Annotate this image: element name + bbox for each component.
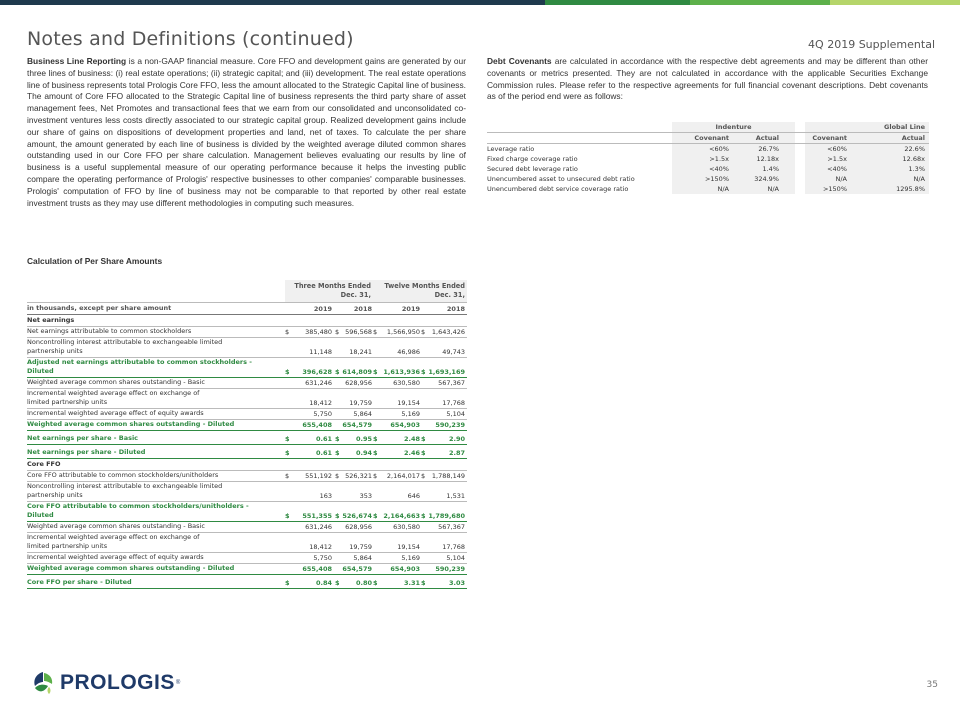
row-value: 46,986 (397, 348, 420, 356)
row-label: Incremental weighted average effect of equity awards (27, 553, 204, 561)
row-value: 526,321 (345, 472, 372, 480)
covenant-label: Secured debt leverage ratio (487, 165, 578, 173)
top-bar-segment (690, 0, 830, 5)
global-actual: 12.68x (902, 155, 925, 163)
dollar-sign: $ (373, 449, 378, 457)
indenture-covenant: <60% (709, 145, 729, 153)
indenture-actual: 324.9% (754, 175, 779, 183)
per-share-group-header (27, 280, 467, 303)
row-value: 590,239 (435, 565, 465, 573)
dollar-sign: $ (285, 472, 290, 480)
row-label: Weighted average common shares outstanding - Basic (27, 378, 205, 386)
dollar-sign: $ (285, 368, 290, 376)
row-label-line: Core FFO attributable to common stockholders/unitholders - (27, 502, 249, 510)
page-number: 35 (926, 680, 938, 690)
indenture-actual: 12.18x (756, 155, 779, 163)
row-value: 3.31 (403, 579, 420, 587)
row-label: Net earnings per share - Basic (27, 434, 139, 442)
dollar-sign: $ (335, 368, 340, 376)
global-actual: 22.6% (904, 145, 925, 153)
row-value: 18,412 (309, 399, 332, 407)
row-value: 526,674 (342, 512, 372, 520)
dollar-sign: $ (335, 472, 340, 480)
covenant-group-header-row (487, 122, 929, 133)
row-label (27, 389, 199, 407)
year-header: 2019 (313, 305, 332, 313)
row-value: 628,956 (345, 379, 372, 387)
twelve-months-header (384, 282, 465, 300)
indenture-actual: 1.4% (762, 165, 779, 173)
logo-wordmark: PROLOGIS (60, 671, 175, 694)
dollar-sign: $ (421, 435, 426, 443)
global-actual: N/A (913, 175, 925, 183)
row-value: 5,104 (446, 554, 465, 562)
row-label (27, 482, 222, 500)
row-value: 628,956 (345, 523, 372, 531)
business-line-heading: Business Line Reporting (27, 56, 127, 66)
row-label-line: Diluted (27, 511, 54, 519)
row-value: 2.46 (403, 449, 420, 457)
dollar-sign: $ (421, 472, 426, 480)
covenant-label: Unencumbered asset to unsecured debt ratio (487, 175, 635, 183)
indenture-covenant: >150% (704, 175, 729, 183)
top-bar-segment (0, 0, 545, 5)
covenant-row (487, 184, 929, 194)
row-value: 0.61 (315, 435, 332, 443)
row-value: 19,154 (397, 399, 420, 407)
year-header: 2018 (353, 305, 372, 313)
row-label: Core FFO (27, 460, 61, 468)
dollar-sign: $ (373, 435, 378, 443)
row-value: 630,580 (393, 379, 420, 387)
row-label-line: partnership units (27, 347, 83, 355)
per-share-title: Calculation of Per Share Amounts (27, 256, 163, 266)
global-covenant: >1.5x (827, 155, 847, 163)
covenant-col-header-row (487, 133, 929, 144)
twelve-months-date: Dec. 31, (434, 291, 465, 299)
row-value: 2.87 (448, 449, 465, 457)
dollar-sign: $ (335, 579, 340, 587)
global-actual: 1295.8% (896, 185, 925, 193)
table-row (27, 533, 467, 553)
row-value: 17,768 (442, 543, 465, 551)
dollar-sign: $ (335, 512, 340, 520)
indenture-actual-header: Actual (755, 134, 779, 142)
twelve-months-label: Twelve Months Ended (384, 282, 465, 290)
row-label (27, 358, 252, 376)
row-value: 17,768 (442, 399, 465, 407)
prologis-logo (30, 670, 180, 696)
row-value: 567,367 (438, 379, 465, 387)
row-label-line: limited partnership units (27, 542, 108, 550)
dollar-sign: $ (421, 449, 426, 457)
row-label-line: Adjusted net earnings attributable to common stockholders - (27, 358, 252, 366)
row-value: 0.84 (315, 579, 332, 587)
covenant-row (487, 144, 929, 154)
row-value: 1,789,680 (428, 512, 465, 520)
table-row (27, 553, 467, 564)
row-label-line: partnership units (27, 491, 83, 499)
dollar-sign: $ (285, 328, 290, 336)
dollar-sign: $ (373, 368, 378, 376)
row-value: 1,531 (446, 492, 465, 500)
table-row (27, 327, 467, 338)
row-value: 654,579 (342, 565, 372, 573)
indenture-covenant-header: Covenant (694, 134, 729, 142)
per-share-year-header (27, 303, 467, 315)
covenant-table-body (487, 144, 929, 194)
dollar-sign: $ (335, 435, 340, 443)
table-row (27, 378, 467, 389)
row-value: 19,759 (349, 543, 372, 551)
row-value: 551,192 (305, 472, 332, 480)
row-value: 2,164,663 (383, 512, 420, 520)
indenture-header: Indenture (715, 123, 752, 131)
row-value: 163 (319, 492, 332, 500)
row-label (27, 502, 249, 520)
business-line-text: is a non-GAAP financial measure. Core FFO and development gains are generated by our three lines of business: (i) real estate operations; (ii) strategic capital; and (iii) development. The real estate operations line of business represents total Prologis Core FFO, less the amount allocated to the Strategic Capital line of business. The amount of Core FFO allocated to the Strategic Capital line of business represents the third party share of asset management fees, Net Promotes and transactional fees that we earn from our consolidated and unconsolidated co-investment ventures less costs directly associated to our strategic capital group. Realized development gains include our share of gains on dispositions of development properties and land, net of taxes. To calculate the per share amount, the amount generated by each line of business is divided by the weighted average diluted common shares outstanding used in our Core FFO per share calculation. Management believes evaluating our results by line of business is a useful supplemental measure of our operating performance because it helps the investing public compare the operating performance of Prologis' respective businesses to other companies' comparable businesses. Prologis' computation of FFO by line of business may not be comparable to that reported by other real estate investment trusts as they may use different methodologies in computing such measures. (27, 56, 466, 208)
row-value: 0.61 (315, 449, 332, 457)
global-line-header: Global Line (884, 123, 925, 131)
indenture-covenant: N/A (717, 185, 729, 193)
table-row (27, 409, 467, 420)
row-value: 5,864 (353, 554, 372, 562)
three-months-header (294, 282, 371, 300)
table-row (27, 338, 467, 358)
row-value: 1,788,149 (431, 472, 465, 480)
debt-covenants-text: are calculated in accordance with the respective debt agreements and may be different than other covenants or metrics presented. They are not calculated in accordance with the applicable Securities Exchange Commission rules. Please refer to the respective agreements for full financial covenant descriptions. Debt covenants as of the period end were as follows: (487, 56, 928, 102)
row-value: 5,169 (401, 554, 420, 562)
row-value: 596,568 (345, 328, 372, 336)
table-row (27, 482, 467, 502)
row-value: 353 (359, 492, 372, 500)
dollar-sign: $ (373, 512, 378, 520)
table-row (27, 502, 467, 522)
row-value: 2.90 (448, 435, 465, 443)
year-header: 2019 (401, 305, 420, 313)
three-months-date: Dec. 31, (340, 291, 371, 299)
section-header-row (27, 315, 467, 327)
covenant-row (487, 164, 929, 174)
units-label: in thousands, except per share amount (27, 304, 172, 312)
indenture-actual: N/A (767, 185, 779, 193)
debt-covenants-heading: Debt Covenants (487, 56, 552, 66)
business-line-paragraph (27, 56, 466, 209)
row-label: Incremental weighted average effect of equity awards (27, 409, 204, 417)
top-bar-segment (830, 0, 960, 5)
global-covenant: >150% (822, 185, 847, 193)
row-value: 614,809 (342, 368, 372, 376)
row-value: 5,750 (313, 554, 332, 562)
dollar-sign: $ (285, 512, 290, 520)
dollar-sign: $ (335, 449, 340, 457)
table-row (27, 445, 467, 459)
row-label: Net earnings (27, 316, 75, 324)
row-value: 0.95 (355, 435, 372, 443)
dollar-sign: $ (421, 368, 426, 376)
row-label-line: Incremental weighted average effect on exchange of (27, 533, 200, 541)
row-value: 630,580 (393, 523, 420, 531)
row-value: 3.03 (448, 579, 465, 587)
row-value: 655,408 (302, 421, 332, 429)
dollar-sign: $ (285, 435, 290, 443)
row-value: 0.80 (355, 579, 372, 587)
table-row (27, 471, 467, 482)
row-value: 5,864 (353, 410, 372, 418)
row-value: 551,355 (302, 512, 332, 520)
dollar-sign: $ (285, 579, 290, 587)
row-value: 2,164,017 (386, 472, 420, 480)
page-title: Notes and Definitions (continued) (27, 28, 354, 50)
row-label (27, 338, 222, 356)
row-value: 654,579 (342, 421, 372, 429)
covenant-label: Fixed charge coverage ratio (487, 155, 578, 163)
dollar-sign: $ (421, 579, 426, 587)
row-value: 646 (407, 492, 420, 500)
indenture-covenant: <40% (709, 165, 729, 173)
row-value: 567,367 (438, 523, 465, 531)
top-bar-segment (545, 0, 690, 5)
covenant-label: Unencumbered debt service coverage ratio (487, 185, 629, 193)
row-label: Core FFO per share - Diluted (27, 578, 132, 586)
dollar-sign: $ (285, 449, 290, 457)
row-value: 5,104 (446, 410, 465, 418)
logo-registered: ® (175, 680, 181, 686)
row-value: 1,613,936 (383, 368, 420, 376)
row-value: 49,743 (442, 348, 465, 356)
row-value: 5,750 (313, 410, 332, 418)
row-value: 654,903 (390, 421, 420, 429)
row-value: 11,148 (309, 348, 332, 356)
covenant-row (487, 154, 929, 164)
row-value: 654,903 (390, 565, 420, 573)
indenture-actual: 26.7% (758, 145, 779, 153)
row-value: 1,693,169 (428, 368, 465, 376)
row-value: 2.48 (403, 435, 420, 443)
year-header: 2018 (446, 305, 465, 313)
table-row (27, 420, 467, 431)
row-label-line: Noncontrolling interest attributable to exchangeable limited (27, 338, 223, 346)
table-row (27, 522, 467, 533)
dollar-sign: $ (373, 472, 378, 480)
global-covenant: <60% (827, 145, 847, 153)
row-value: 5,169 (401, 410, 420, 418)
row-label-line: Incremental weighted average effect on exchange of (27, 389, 200, 397)
row-value: 396,628 (302, 368, 332, 376)
row-value: 631,246 (305, 523, 332, 531)
row-label: Weighted average common shares outstanding - Diluted (27, 564, 235, 572)
global-actual-header: Actual (901, 134, 925, 142)
prologis-leaf-icon (30, 670, 56, 696)
table-row (27, 431, 467, 445)
dollar-sign: $ (421, 328, 426, 336)
debt-covenants-paragraph (487, 56, 928, 103)
three-months-label: Three Months Ended (294, 282, 371, 290)
table-row (27, 358, 467, 378)
row-label: Weighted average common shares outstanding - Diluted (27, 420, 235, 428)
covenant-row (487, 174, 929, 184)
row-label: Weighted average common shares outstanding - Basic (27, 522, 205, 530)
row-label-line: limited partnership units (27, 398, 108, 406)
table-row (27, 389, 467, 409)
covenant-label: Leverage ratio (487, 145, 535, 153)
row-value: 590,239 (435, 421, 465, 429)
section-header-row (27, 459, 467, 471)
table-row (27, 564, 467, 575)
indenture-covenant: >1.5x (709, 155, 729, 163)
row-label: Core FFO attributable to common stockholders/unitholders (27, 471, 219, 479)
dollar-sign: $ (335, 328, 340, 336)
row-label-line: Diluted (27, 367, 54, 375)
global-covenant: <40% (827, 165, 847, 173)
row-value: 18,412 (309, 543, 332, 551)
table-row (27, 575, 467, 589)
row-label-line: Noncontrolling interest attributable to exchangeable limited (27, 482, 223, 490)
supplemental-label: 4Q 2019 Supplemental (808, 38, 935, 51)
dollar-sign: $ (373, 328, 378, 336)
debt-covenants-table (487, 122, 929, 194)
global-covenant-header: Covenant (812, 134, 847, 142)
row-value: 19,759 (349, 399, 372, 407)
dollar-sign: $ (373, 579, 378, 587)
row-value: 0.94 (355, 449, 372, 457)
row-value: 18,241 (349, 348, 372, 356)
row-label (27, 533, 199, 551)
global-actual: 1.3% (908, 165, 925, 173)
per-share-table (27, 280, 467, 589)
per-share-table-body (27, 315, 467, 589)
row-value: 19,154 (397, 543, 420, 551)
global-covenant: N/A (835, 175, 847, 183)
row-value: 1,566,950 (386, 328, 420, 336)
global-line-shade (805, 174, 929, 184)
row-value: 385,480 (305, 328, 332, 336)
row-value: 631,246 (305, 379, 332, 387)
row-label: Net earnings attributable to common stockholders (27, 327, 192, 335)
row-value: 655,408 (302, 565, 332, 573)
row-label: Net earnings per share - Diluted (27, 448, 146, 456)
dollar-sign: $ (421, 512, 426, 520)
row-value: 1,643,426 (431, 328, 465, 336)
top-color-bar (0, 0, 960, 5)
